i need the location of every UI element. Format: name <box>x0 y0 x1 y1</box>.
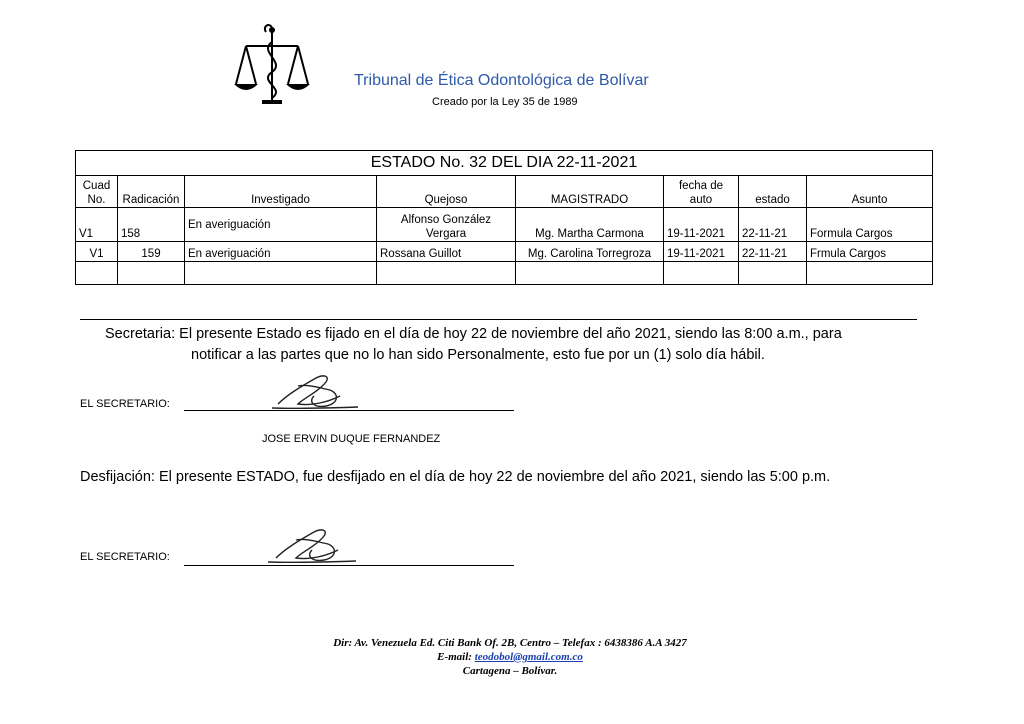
column-header: Radicación <box>118 176 185 208</box>
table-cell: V1 <box>76 242 118 262</box>
table-row <box>76 208 933 242</box>
organization-subtitle: Creado por la Ley 35 de 1989 <box>432 96 578 108</box>
table-cell: 22-11-21 <box>739 208 807 242</box>
secretaria-line-2: notificar a las partes que no lo han sido Personalmente, esto fue por un (1) solo día hábil. <box>191 347 765 363</box>
column-header: Quejoso <box>377 176 516 208</box>
divider <box>80 319 917 320</box>
desfijacion-paragraph: Desfijación: El presente ESTADO, fue desfijado en el día de hoy 22 de noviembre del año 2021, siendo las 5:00 p.m. <box>80 469 831 485</box>
table-row-empty <box>76 262 933 285</box>
footer-email-link[interactable]: teodobol@gmail.com.co <box>474 651 583 663</box>
column-header: Investigado <box>185 176 377 208</box>
table-cell: Formula Cargos <box>807 208 933 242</box>
table-cell: Frmula Cargos <box>807 242 933 262</box>
table-cell: 158 <box>118 208 185 242</box>
footer-address: Dir: Av. Venezuela Ed. Citi Bank Of. 2B, Centro – Telefax : 6438386 A.A 3427 <box>333 637 687 649</box>
table-cell: 22-11-21 <box>739 242 807 262</box>
table-cell: En averiguación <box>185 208 377 242</box>
table-cell: Mg. Martha Carmona <box>516 208 664 242</box>
column-header: MAGISTRADO <box>516 176 664 208</box>
estado-table <box>75 150 933 285</box>
table-header-row <box>76 176 933 208</box>
secretaria-line-1: Secretaria: El presente Estado es fijado en el día de hoy 22 de noviembre del año 2021, siendo las 8:00 a.m., para <box>105 326 842 342</box>
handwritten-signature <box>266 520 358 566</box>
table-cell: V1 <box>76 208 118 242</box>
table-cell: 159 <box>118 242 185 262</box>
handwritten-signature <box>268 368 360 412</box>
footer <box>250 636 770 678</box>
secretaria-paragraph <box>105 324 905 366</box>
table-cell: Mg. Carolina Torregroza <box>516 242 664 262</box>
table-cell: En averiguación <box>185 242 377 262</box>
table-cell: Alfonso González Vergara <box>377 208 516 242</box>
table-title: ESTADO No. 32 DEL DIA 22-11-2021 <box>76 151 933 176</box>
secretary-name: JOSE ERVIN DUQUE FERNANDEZ <box>262 433 441 445</box>
table-cell: 19-11-2021 <box>664 242 739 262</box>
table-cell: 19-11-2021 <box>664 208 739 242</box>
secretary-label: EL SECRETARIO: <box>80 398 170 410</box>
secretary-label: EL SECRETARIO: <box>80 551 170 563</box>
column-header: Cuad No. <box>76 176 118 208</box>
column-header: Asunto <box>807 176 933 208</box>
footer-city: Cartagena – Bolívar. <box>462 665 558 677</box>
scales-of-justice-caduceus-icon <box>232 22 312 110</box>
table-cell: Rossana Guillot <box>377 242 516 262</box>
organization-name: Tribunal de Ética Odontológica de Bolívar <box>354 72 649 89</box>
column-header: estado <box>739 176 807 208</box>
table-row <box>76 242 933 262</box>
footer-email-label: E-mail: <box>437 651 475 663</box>
column-header: fecha de auto <box>664 176 739 208</box>
signature-line <box>184 410 514 411</box>
signature-line <box>184 565 514 566</box>
footer-email-line <box>250 650 770 664</box>
